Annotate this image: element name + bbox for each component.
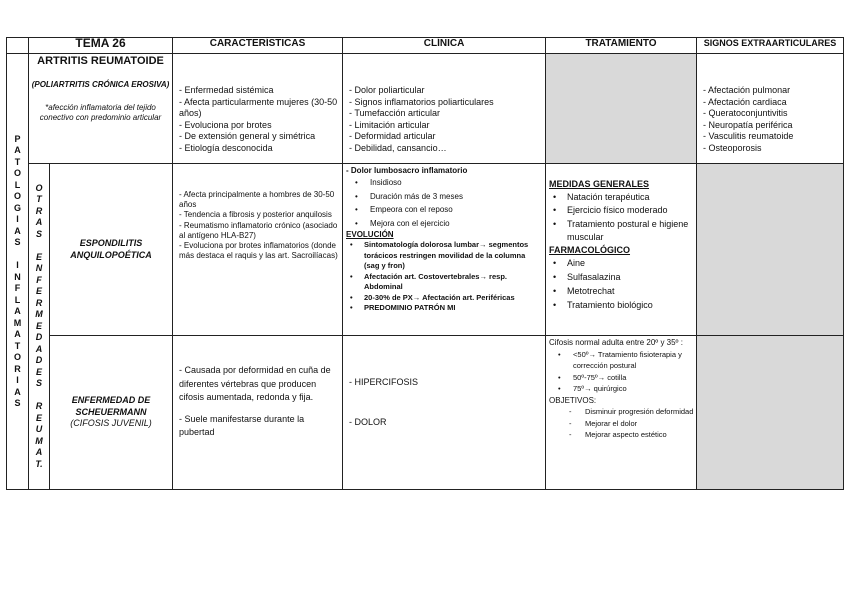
scheuermann-signos (697, 336, 844, 490)
side-letter: S (35, 378, 42, 389)
disease-table (6, 37, 844, 490)
scheuermann-clinica (343, 336, 546, 490)
side-letter: O (13, 191, 21, 201)
artritis-signos (697, 54, 844, 164)
side-letter: O (13, 168, 21, 178)
row-artritis (7, 54, 844, 164)
side-letter: F (36, 274, 42, 285)
espondilitis-car-item: - Afecta principalmente a hombres de 30-50 años (179, 190, 335, 210)
espondilitis-car-item: - Tendencia a fibrosis y posterior anquilosis (179, 210, 332, 220)
artritis-subtitle: (POLIARTRITIS CRÓNICA EROSIVA) (31, 80, 170, 89)
side-letter: D (35, 332, 43, 343)
espondilitis-car-item: - Reumatismo inflamatorio crónico (asociado al antígeno HLA-B27) (179, 220, 338, 240)
side-letter: F (14, 283, 21, 293)
espondilitis-clin-item: • Duración más de 3 meses (346, 190, 542, 204)
artritis-car-item: - Etiología desconocida (179, 143, 339, 155)
espondilitis-name: ESPONDILITIS ANQUILOPOÉTICA (50, 164, 173, 336)
side-letter: R (35, 205, 43, 216)
side-letter: T (14, 156, 21, 167)
artritis-caracteristicas (173, 54, 343, 164)
scheuermann-trat-item: • 75º→ quirúrgico (549, 383, 694, 395)
espondilitis-clin-item: • Insidioso (346, 176, 542, 190)
espondilitis-clinica (343, 164, 546, 336)
artritis-car-item: - Evoluciona por brotes (179, 120, 339, 132)
side-letter: L (14, 294, 21, 305)
row-espondilitis (7, 164, 844, 336)
objetivo-item: - Disminuir progresión deformidad (549, 406, 694, 418)
espondilitis-evo-item: • PREDOMINIO PATRÓN MI (346, 303, 542, 314)
side-letter: M (35, 435, 43, 446)
scheuermann-car-2: - Suele manifestarse durante la pubertad (179, 413, 305, 437)
side-letter: G (13, 202, 21, 213)
artritis-signo-item: - Osteoporosis (703, 143, 840, 155)
side-letter: A (35, 217, 43, 228)
scheuermann-trat-item: • 50º-75º→ cotilla (549, 372, 694, 384)
side-letter: O (35, 182, 43, 193)
side-letter: A (14, 145, 21, 155)
scheuermann-caracteristicas (173, 336, 343, 490)
farma-item: • Tratamiento biológico (549, 298, 694, 312)
header-row (7, 38, 844, 54)
side-letter: R (14, 363, 21, 374)
espondilitis-clinica-title: - Dolor lumbosacro inflamatorio (346, 166, 468, 175)
espondilitis-evo-item: • Afectación art. Costovertebrales→ resp. Abdominal (346, 272, 542, 293)
side-letter: I (16, 214, 19, 224)
scheuermann-trat-intro: Cifosis normal adulta entre 20º y 35º : (549, 338, 683, 347)
objetivos-title: OBJETIVOS: (549, 395, 597, 405)
scheuermann-name: ENFERMEDAD DE SCHEUERMANN (71, 395, 151, 417)
artritis-clin-item: - Tumefacción articular (349, 108, 542, 120)
artritis-clin-item: - Signos inflamatorios poliarticulares (349, 97, 542, 109)
side-letter: U (35, 424, 43, 435)
side-letter: S (35, 228, 42, 239)
artritis-signo-item: - Queratoconjuntivitis (703, 108, 840, 120)
espondilitis-clin-item: • Mejora con el ejercicio (346, 217, 542, 231)
side-letter: T. (35, 458, 43, 469)
espondilitis-tratamiento (546, 164, 697, 336)
scheuermann-tratamiento (546, 336, 697, 490)
header-caracteristicas: CARACTERÍSTICAS (173, 38, 343, 54)
artritis-car-item: - De extensión general y simétrica (179, 131, 339, 143)
artritis-signo-item: - Afectación cardiaca (703, 97, 840, 109)
espondilitis-evo-item: • Sintomatología dolorosa lumbar→ segmentos torácicos restringen movilidad de la columna (sag y fron) (346, 240, 542, 272)
artritis-signo-item: - Vasculitis reumatoide (703, 131, 840, 143)
medidas-title: MEDIDAS GENERALES (549, 179, 650, 189)
side-letter: E (35, 251, 42, 262)
espondilitis-clin-item: • Empeora con el reposo (346, 203, 542, 217)
side-letter: A (14, 225, 21, 236)
farma-item: • Aine (549, 256, 694, 270)
medidas-item: • Natación terapéutica (549, 191, 694, 205)
artritis-signo-item: - Neuropatía periférica (703, 120, 840, 132)
side-letter: R (35, 401, 43, 412)
side-letter: S (14, 237, 21, 247)
side-letter: A (35, 447, 43, 458)
side-letter: E (35, 320, 42, 331)
scheuermann-clin-1: - HIPERCIFOSIS (349, 377, 419, 387)
scheuermann-sub: (CIFOSIS JUVENIL) (70, 418, 152, 429)
side-letter: E (35, 412, 42, 423)
espondilitis-evo-item: • 20-30% de PX→ Afectación art. Periféricas (346, 293, 542, 304)
header-tratamiento: TRATAMIENTO (546, 38, 697, 54)
side-letter: D (35, 355, 43, 366)
artritis-car-item: - Afecta particularmente mujeres (30-50 años) (179, 97, 339, 120)
side-letter: I (16, 375, 19, 385)
side-letter: N (14, 271, 21, 282)
side-letter: E (35, 286, 42, 297)
artritis-tratamiento (546, 54, 697, 164)
tema-title: TEMA 26 (29, 38, 173, 54)
side-label-otras (29, 164, 50, 490)
side-letter (7, 249, 28, 261)
artritis-signo-item: - Afectación pulmonar (703, 85, 840, 97)
artritis-title: ARTRITIS REUMATOIDE (37, 55, 164, 67)
header-signos: SIGNOS EXTRAARTICULARES (697, 38, 844, 54)
farmacologico-title: FARMACOLÓGICO (549, 244, 631, 255)
side-letter: R (35, 297, 43, 308)
objetivo-item: - Mejorar aspecto estético (549, 429, 694, 441)
scheuermann-car-1: - Causada por deformidad en cuña de diferentes vértebras que producen cifosis aumentada, redonda y fija. (179, 365, 331, 402)
side-letter: A (14, 386, 21, 397)
scheuermann-name-cell (50, 336, 173, 490)
side-letter: P (14, 133, 21, 144)
medidas-item: • Tratamiento postural e higiene muscular (549, 218, 694, 245)
espondilitis-evolucion-title: EVOLUCIÓN (346, 230, 394, 240)
artritis-name-cell (29, 54, 173, 164)
side-letter (29, 390, 49, 402)
medidas-item: • Ejercicio físico moderado (549, 204, 694, 218)
side-letter: O (13, 352, 21, 362)
artritis-clin-item: - Dolor poliarticular (349, 85, 542, 97)
artritis-clin-item: - Limitación articular (349, 120, 542, 132)
scheuermann-clin-2: - DOLOR (349, 416, 387, 427)
side-letter: M (13, 317, 22, 328)
row-scheuermann (7, 336, 844, 490)
side-letter: I (16, 260, 19, 270)
espondilitis-signos (697, 164, 844, 336)
objetivo-item: - Mejorar el dolor (549, 418, 694, 430)
farma-item: • Sulfasalazina (549, 270, 694, 284)
espondilitis-car-item: - Evoluciona por brotes inflamatorios (donde más destaca el raquis y las art. Sacroilíacas) (179, 241, 338, 261)
side-letter: N (35, 263, 43, 274)
side-letter: A (14, 329, 21, 339)
header-clinica: CLÍNICA (343, 38, 546, 54)
side-label-patologias (7, 54, 29, 490)
side-letter: A (35, 343, 43, 354)
artritis-clin-item: - Debilidad, cansancio… (349, 143, 542, 155)
side-letter: S (14, 398, 21, 408)
artritis-car-item: - Enfermedad sistémica (179, 85, 339, 97)
side-letter: E (35, 366, 42, 377)
side-letter: L (14, 179, 21, 190)
side-letter: T (14, 340, 21, 351)
artritis-note: *afección inflamatoria del tejido conectivo con predominio articular (39, 102, 162, 122)
espondilitis-caracteristicas (173, 164, 343, 336)
scheuermann-trat-item: • <50º→ Tratamiento fisioterapia y corrección postural (549, 349, 694, 372)
header-blank (7, 38, 29, 54)
artritis-clin-item: - Deformidad articular (349, 131, 542, 143)
side-letter (29, 240, 49, 252)
side-letter: T (36, 194, 42, 205)
farma-item: • Metotrechat (549, 284, 694, 298)
side-letter: A (14, 306, 21, 316)
side-letter: M (35, 309, 43, 320)
artritis-clinica (343, 54, 546, 164)
